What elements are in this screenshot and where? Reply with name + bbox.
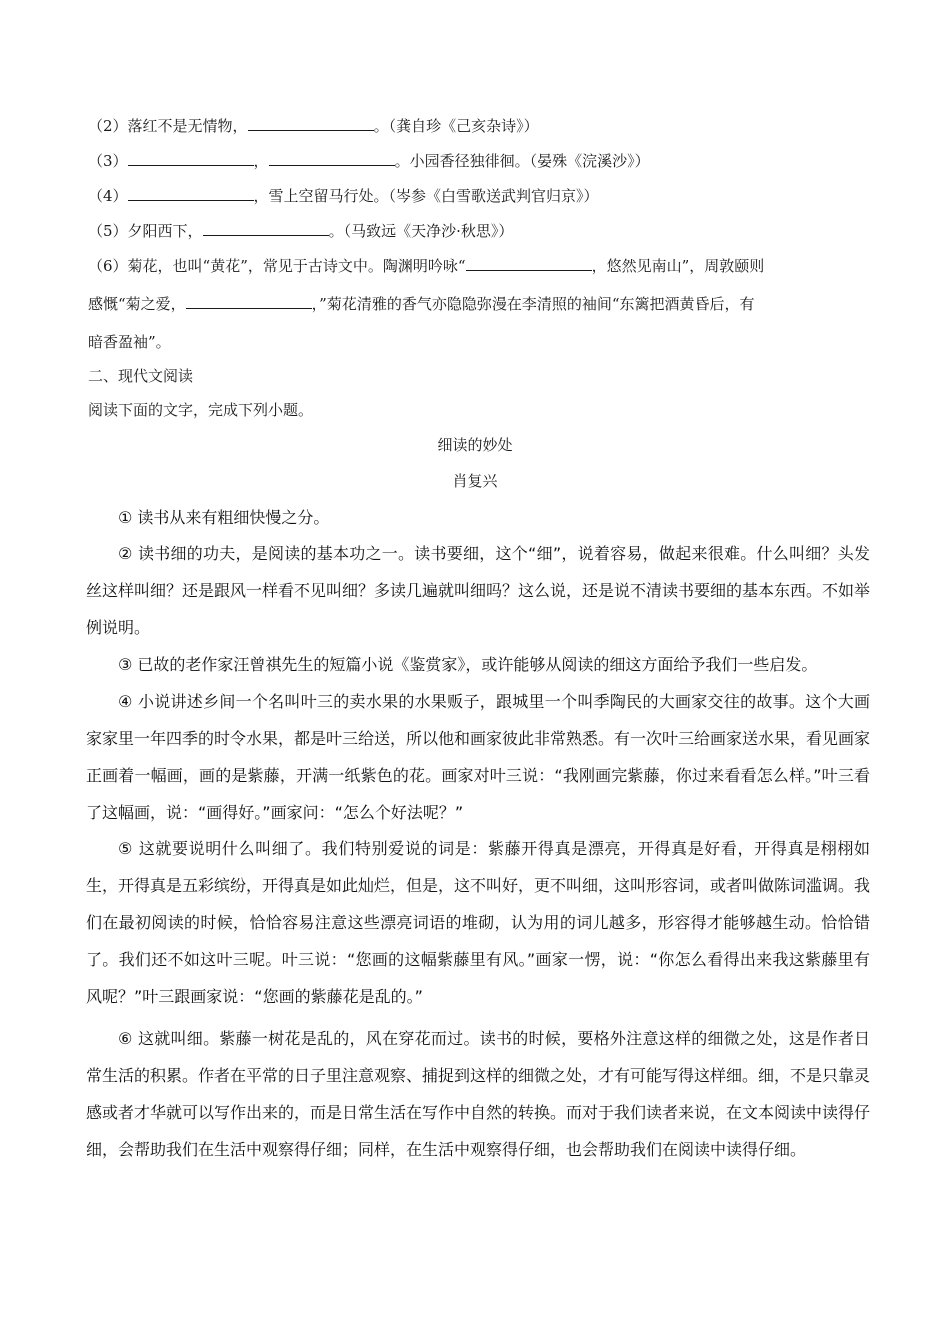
- article-paragraph-1: ① 读书从来有粗细快慢之分。: [118, 508, 330, 527]
- question-2: [88, 116, 539, 136]
- answer-blank[interactable]: [128, 186, 254, 201]
- article-paragraph-3: ③ 已故的老作家汪曾祺先生的短篇小说《鉴赏家》，或许能够从阅读的细这方面给予我们一些启发。: [118, 655, 818, 674]
- question-text: 。（马致远《天净沙·秋思》）: [328, 222, 514, 240]
- question-3: [88, 151, 650, 171]
- question-text: 暗香盈袖”。: [88, 333, 171, 351]
- question-text: 。小园香径独徘徊。（晏殊《浣溪沙》）: [394, 152, 650, 170]
- question-text: 。（龚自珍《己亥杂诗》）: [373, 117, 539, 135]
- answer-blank[interactable]: [248, 116, 374, 131]
- question-6-line-3: [88, 332, 171, 352]
- question-6-line-1: [88, 256, 764, 276]
- question-text: 夕阳西下，: [127, 222, 203, 240]
- question-text: ，悠然见南山”，周敦颐则: [591, 257, 765, 275]
- question-4: [88, 186, 599, 206]
- question-5: [88, 221, 513, 241]
- article-paragraph-4: ④ 小说讲述乡间一个名叫叶三的卖水果的水果贩子，跟城里一个叫季陶民的大画家交往的故事。这个大画家家里一年四季的时令水果，都是叶三给送，所以他和画家彼此非常熟悉。有一次叶三给画家送水果，看见画家正画着一幅画，画的是紫藤，开满一纸紫色的花。画家对叶三说：“我刚画完紫藤，你过来看看怎么样。”叶三看了这幅画，说：“画得好。”画家问：“怎么个好法呢？”: [86, 692, 871, 822]
- question-text: （6）菊花，也叫“黄花”，常见于古诗文中。陶渊明吟咏“: [88, 257, 466, 275]
- answer-blank[interactable]: [128, 151, 254, 166]
- answer-blank[interactable]: [203, 221, 329, 236]
- question-text: ，雪上空留马行处。（岑参《白雪歌送武判官归京》）: [253, 187, 599, 205]
- answer-blank[interactable]: [269, 151, 395, 166]
- article-title: 细读的妙处: [437, 436, 513, 454]
- question-number: （2）: [88, 117, 128, 135]
- question-number: （3）: [88, 152, 128, 170]
- question-6-line-2: [88, 294, 755, 314]
- answer-blank[interactable]: [186, 294, 312, 309]
- article-paragraph-5: ⑤ 这就要说明什么叫细了。我们特别爱说的词是：紫藤开得真是漂亮，开得真是好看，开得真是栩栩如生，开得真是五彩缤纷，开得真是如此灿烂，但是，这不叫好，更不叫细，这叫形容词，或者叫做陈词滥调。我们在最初阅读的时候，恰恰容易注意这些漂亮词语的堆砌，认为用的词儿越多，形容得才能够越生动。恰恰错了。我们还不如这叶三呢。叶三说：“您画的这幅紫藤里有风。”画家一愣，说：“你怎么看得出来我这紫藤里有风呢？”叶三跟画家说：“您画的紫藤花是乱的。”: [86, 839, 871, 1006]
- article-author: 肖复兴: [452, 472, 498, 490]
- question-text: 感慨“菊之爱，: [88, 295, 186, 313]
- article-paragraph-2: ② 读书细的功夫，是阅读的基本功之一。读书要细，这个“细”，说着容易，做起来很难。什么叫细？头发丝这样叫细？还是跟风一样看不见叫细？多读几遍就叫细吗？这么说，还是说不清读书要细的基本东西。不如举例说明。: [86, 544, 871, 637]
- question-number: （4）: [88, 187, 128, 205]
- question-text: ，”菊花清雅的香气亦隐隐弥漫在李清照的袖间“东篱把酒黄昏后，有: [311, 295, 755, 313]
- question-text: ，: [253, 152, 269, 170]
- section-instruction: 阅读下面的文字，完成下列小题。: [88, 401, 314, 419]
- question-text: 落红不是无情物，: [127, 117, 248, 135]
- section-heading: 二、现代文阅读: [88, 367, 194, 385]
- answer-blank[interactable]: [466, 256, 592, 271]
- article-paragraph-6: ⑥ 这就叫细。紫藤一树花是乱的，风在穿花而过。读书的时候，要格外注意这样的细微之处，这是作者日常生活的积累。作者在平常的日子里注意观察、捕捉到这样的细微之处，才有可能写得这样细。细，不是只靠灵感或者才华就可以写作出来的，而是日常生活在写作中自然的转换。而对于我们读者来说，在文本阅读中读得仔细，会帮助我们在生活中观察得仔细；同样，在生活中观察得仔细，也会帮助我们在阅读中读得仔细。: [86, 1029, 871, 1159]
- question-number: （5）: [88, 222, 128, 240]
